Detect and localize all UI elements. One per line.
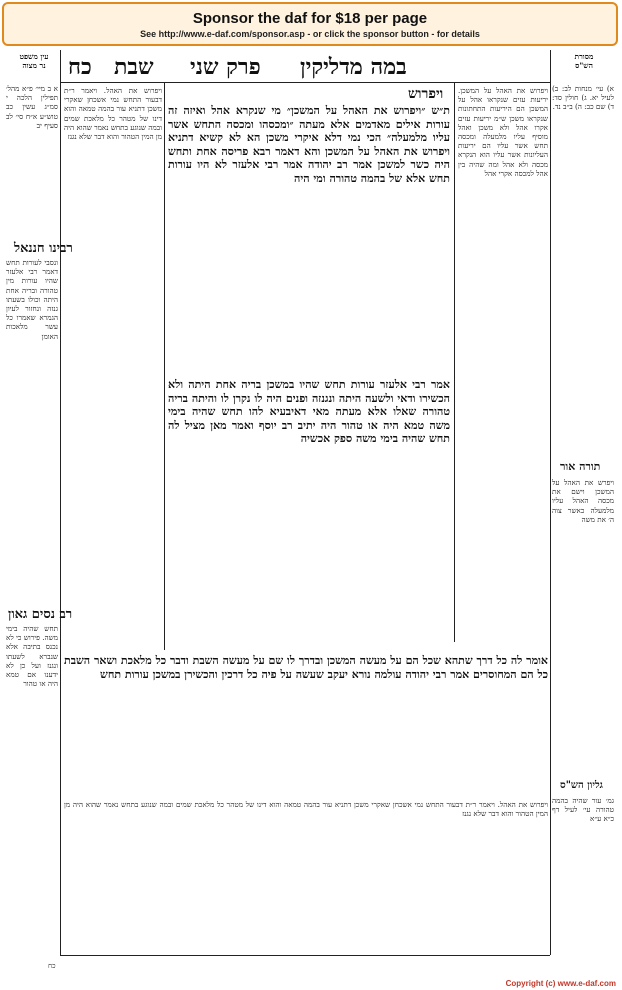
rule-right: [550, 50, 551, 955]
rashi-text: ויפרוש את האהל על המשכן. יריעות עזים שנקראו אהל על המשכן הם היריעות התחתונות שנקראו משכן ש״מ יריעות עזים אקרו אהל ולא משכן ואהל מוסיף עליו מלמעלה ומכסה תחש אשר עליו הם יריעות העליונות אשר עליו הוא הנקרא מכסה ולא אהל ומה שהיה בין אהל למכסה אקרי אהל: [458, 86, 548, 178]
maavir-word: ויפרוש: [408, 86, 444, 102]
sponsor-title[interactable]: Sponsor the daf for $18 per page: [192, 10, 428, 27]
page-mark: כח: [48, 962, 56, 970]
sponsor-banner[interactable]: [2, 2, 618, 46]
ein-mishpat-text: א ב מיי׳ פ״א מהל׳ תפילין הלכה י סמ״ג עשין כב טוש״ע א״ח סי׳ לב סעיף יב: [6, 84, 58, 130]
rule-header: [60, 82, 550, 83]
ein-mishpat-label: עין משפט נר מצוה: [19, 52, 49, 70]
gilyon-heading: גליון הש"ס: [560, 780, 603, 791]
rav-nissim-text: תחש שהיה בימי משה. פירוש כי לא נכנס בתיבה אלא שנברא לשעתו ונגנז ועל כן לא ידענו אם טמא היה או טהור: [6, 624, 58, 689]
torah-or-text: ויפרש את האהל על המשכן וישם את מכסה האהל עליו מלמעלה כאשר צוה ה׳ את משה: [552, 478, 614, 524]
gemara-block-c: אומר לה כל דרך שתהא שכל הם על מעשה המשכן ובדרך לו שם על מעשה השבת ודבר כל מלאכת ושאר השבת כל הם המחוסרים אמר רבי יהודה עולמה נורא יעקב שעשה על פיה כל דרכין והכשירן במשכן עורות תחש: [64, 654, 548, 681]
masoret-label: מסורת הש"ס: [574, 52, 594, 70]
rule-inner-right: [454, 82, 455, 642]
lower-commentary: ויפרוש את האהל. ויאמר ר״ת דבעור התחש נמי אשכחן שאקרי משכן דתניא עור בהמה טמאה והוא דינו של מטהר כל מלאכת שמים ובמה שנוגע בתחש נאמר שהוא היה מן המין הטהור והוא דבר שלא נגנז: [64, 800, 548, 819]
rule-footer: [60, 955, 550, 956]
gemara-block-b: אמר רבי אלעזר עורות תחש שהיו במשכן בריה אחת היתה ולא הכשירו ודאי ולשעה היתה ונגנזה ופנים היה לו נקרן לו והיתה בריה טהורה שאלו אלא מעתה מאי דאיבעיא להו תחש שהיה בימי משה טמא היה או טהור היה יתיב רב יוסף ואמר מאן מציל לה תחש שהיה בימי משה ספק אכשיה: [168, 378, 450, 445]
masoret-text: א) עי׳ מנחות לב: ב) לעיל יא. ג) חולין סד: ד) שם כב: ה) ב״ב נד.: [552, 84, 614, 112]
chapter-name: במה מדליקין: [300, 54, 407, 80]
gemara-block-a: ת״ש ״ויפרוש את האהל על המשכן״ מי שנקרא אהל ואיזה זה עורות אילים מאדמים אלא מעתה ״ומכסהו ומכסה התחש אשר עליו מלמעלה״ הכי נמי דלא איקרי משכן הא לא קשיא דתניא ויפרוש את האהל על המשכן והא דאמר רבא פריסה אחת ותחש היה כשר למשכן אמר רב יהודה אמר רבי אלעזר לא היו עורות תחש אלא של בהמה טהורה ומי היה: [168, 104, 450, 185]
rabbeinu-chananel-text: ונסבי לעורות תחש דאמר רבי אלעזר שהיו עורות מין טהורה ובריה אחת היתה וכולו בשעתו גנזה ונחזור לעיון הגמרא שאמרו כל עשר מלאכות האומן: [6, 258, 58, 341]
rav-nissim-heading: רב נסים גאון: [8, 607, 73, 622]
talmud-page: [4, 50, 618, 980]
tractate-name: שבת: [114, 54, 154, 80]
tosafot-text: ויפרוש את האהל. ויאמר ר״ת דבעור התחש נמי אשכחן שאקרי משכן דתניא עור בהמה טמאה והוא דינו של מטהר כל מלאכת שמים ובמה שנוגע בתחש נאמר שהוא היה מן המין הטהור והוא דבר שלא נגנז: [64, 86, 162, 142]
rule-inner-left: [164, 82, 165, 650]
copyright-link[interactable]: Copyright (c) www.e-daf.com: [505, 979, 616, 988]
daf-number: כח: [68, 54, 92, 80]
torah-or-heading: תורה אור: [560, 460, 601, 473]
gilyon-text: גמ׳ עור שהיה בהמה טהורה עי׳ לעיל דף כ״א ע״א: [552, 796, 614, 824]
rabbeinu-chananel-heading: רבינו חננאל: [14, 241, 73, 256]
chapter-number: פרק שני: [190, 54, 261, 80]
sponsor-subtitle[interactable]: See http://www.e-daf.com/sponsor.asp - or click the sponsor button - for details: [140, 29, 480, 39]
rule-left: [60, 50, 61, 955]
